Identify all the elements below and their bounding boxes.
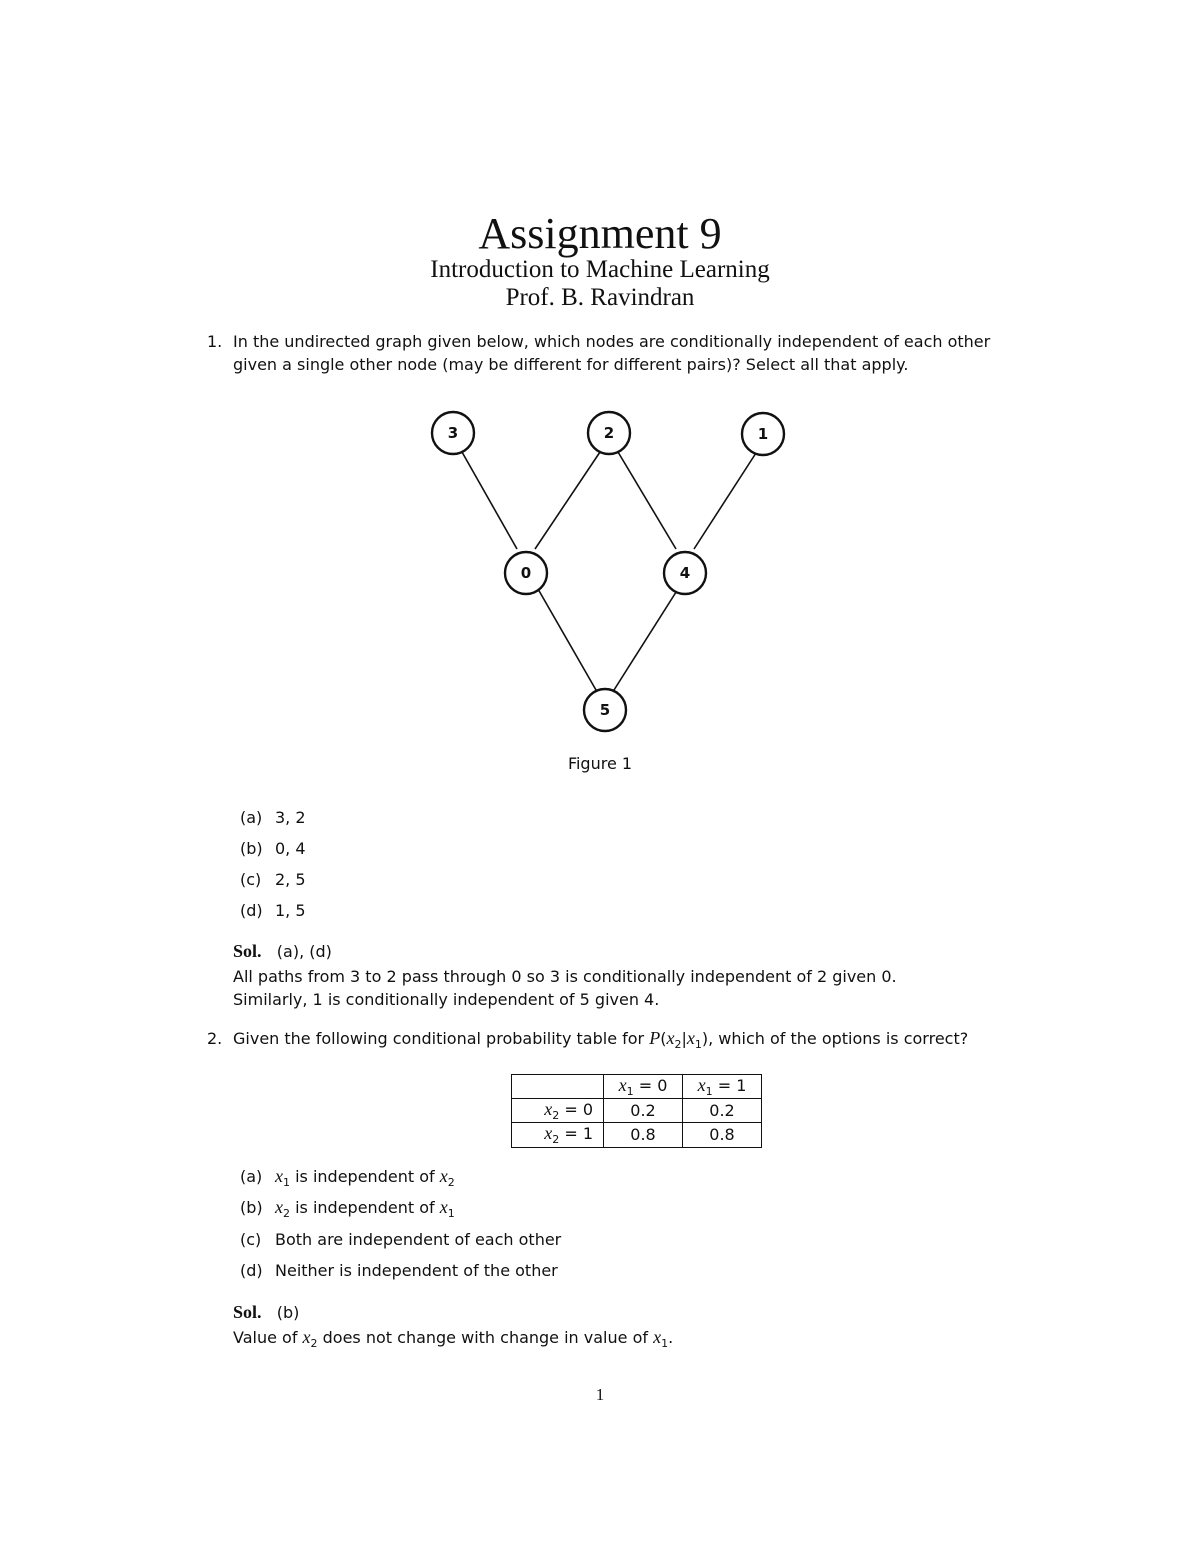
q1-option-d-text: 1, 5 (275, 901, 306, 920)
table-cell: 0.2 (683, 1099, 762, 1123)
q2-number: 2. (207, 1029, 223, 1048)
table-row-header-x2-0: $x_2 = 0$ (512, 1099, 604, 1123)
q1-sol-answer: (a), (d) (276, 942, 332, 961)
q1-option-a-label: (a) (240, 808, 263, 827)
page-number: 1 (595, 1385, 605, 1404)
q1-sol-label: Sol. (233, 941, 262, 961)
q1-option-c-label: (c) (240, 870, 262, 889)
table-col-header-x1-1: $x_1 = 1$ (683, 1075, 762, 1099)
table-row (512, 1099, 762, 1123)
q2-option-b-label: (b) (240, 1198, 263, 1217)
graph-node-label-4: 4 (679, 564, 691, 582)
q2-option-a-text: $x_1$ is independent of $x_2$ (275, 1166, 455, 1190)
table-cell: 0.2 (604, 1099, 683, 1123)
q1-option-d-label: (d) (240, 901, 263, 920)
q1-number: 1. (207, 332, 223, 351)
q2-text-post: , which of the options is correct? (708, 1029, 969, 1048)
page-title: Assignment 9 (478, 209, 722, 258)
graph-node-label-2: 2 (603, 424, 615, 442)
graph-node-label-1: 1 (757, 425, 769, 443)
table-cell: 0.8 (604, 1123, 683, 1147)
q1-option-b-label: (b) (240, 839, 263, 858)
q2-option-b-text: $x_2$ is independent of $x_1$ (275, 1197, 455, 1221)
graph-node-label-0: 0 (520, 564, 532, 582)
q2-sol-line: Value of $x_2$ does not change with change in value of $x_1$. (233, 1327, 674, 1351)
q2-option-c-label: (c) (240, 1230, 262, 1249)
q1-text-line1: In the undirected graph given below, which nodes are conditionally independent of each other (233, 332, 991, 351)
table-col-header-x1-0: $x_1 = 0$ (604, 1075, 683, 1099)
q2-sol-answer: (b) (276, 1303, 300, 1322)
table-row-header-x2-1: $x_2 = 1$ (512, 1123, 604, 1147)
table-corner-cell (512, 1075, 604, 1099)
figure-caption: Figure 1 (567, 754, 633, 773)
author-line: Prof. B. Ravindran (505, 284, 695, 311)
graph-edge-1-4 (694, 453, 756, 549)
q1-option-a-text: 3, 2 (275, 808, 306, 827)
table-row (512, 1123, 762, 1147)
q1-solution-heading (233, 940, 332, 963)
q2-sol-label: Sol. (233, 1302, 262, 1322)
graph-edge-2-0 (535, 452, 600, 549)
graph-edge-0-5 (538, 589, 596, 690)
q2-option-d-text: Neither is independent of the other (275, 1261, 558, 1280)
table-header-row (512, 1075, 762, 1099)
graph-edge-2-4 (618, 452, 676, 549)
q1-sol-line2: Similarly, 1 is conditionally independent of 5 given 4. (233, 990, 660, 1009)
q2-option-c-text: Both are independent of each other (275, 1230, 562, 1249)
table-cell: 0.8 (683, 1123, 762, 1147)
page-subtitle: Introduction to Machine Learning (430, 256, 770, 283)
graph-node-label-5: 5 (599, 701, 611, 719)
graph-edge-3-0 (462, 452, 517, 549)
q1-option-c-text: 2, 5 (275, 870, 306, 889)
graph-edge-4-5 (614, 589, 678, 690)
q1-text-line2: given a single other node (may be different for different pairs)? Select all that apply. (233, 355, 909, 374)
conditional-probability-table (511, 1074, 762, 1148)
q2-text: Given the following conditional probability table for $P(x_2|x_1)$, which of the options is correct? (233, 1028, 969, 1052)
graph-node-label-3: 3 (447, 424, 459, 442)
q1-option-b-text: 0, 4 (275, 839, 306, 858)
q1-sol-line1: All paths from 3 to 2 pass through 0 so 3 is conditionally independent of 2 given 0. (233, 967, 897, 986)
q2-solution-heading (233, 1301, 299, 1324)
q2-option-d-label: (d) (240, 1261, 263, 1280)
q2-text-pre: Given the following conditional probability table for (233, 1029, 645, 1048)
q2-option-a-label: (a) (240, 1167, 263, 1186)
undirected-graph-figure (400, 395, 800, 740)
